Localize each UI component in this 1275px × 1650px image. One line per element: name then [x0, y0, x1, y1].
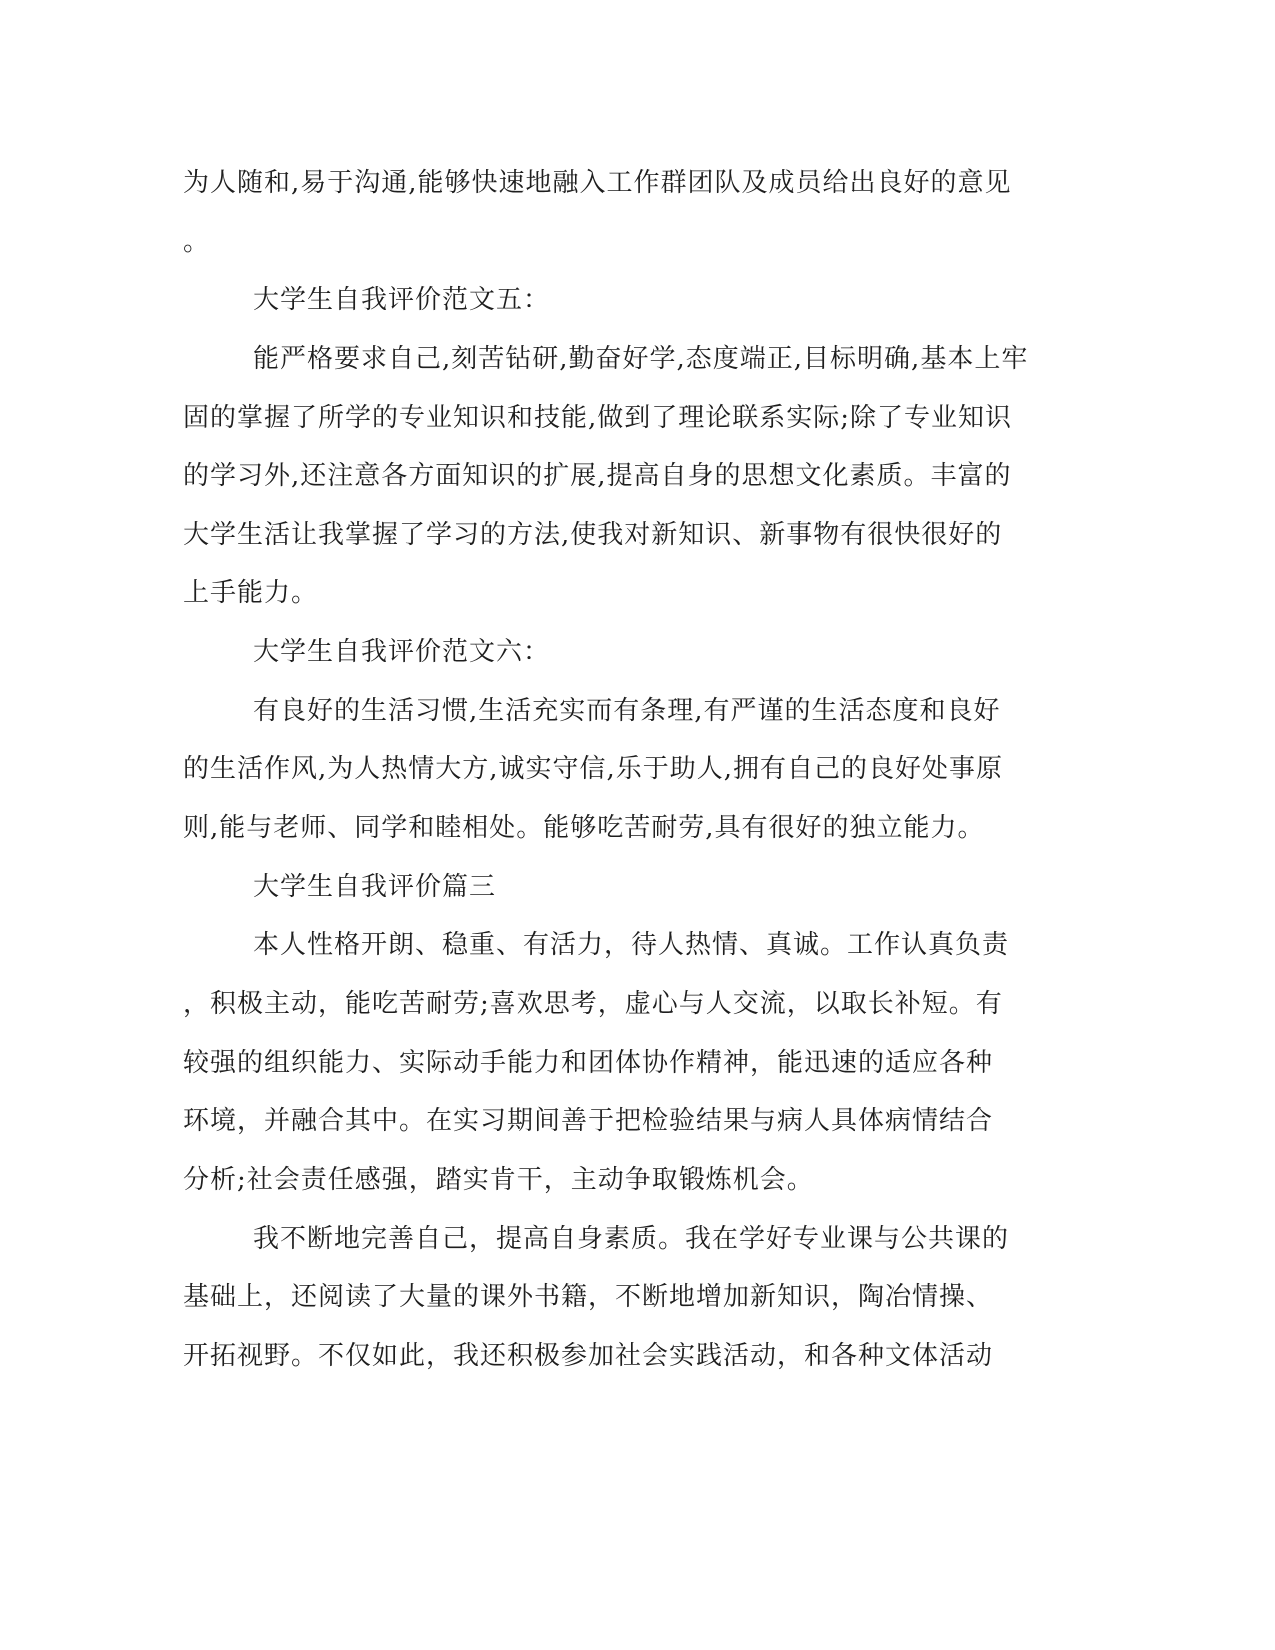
text-line: 则,能与老师、同学和睦相处。能够吃苦耐劳,具有很好的独立能力。	[183, 813, 985, 844]
text-line: 。	[183, 226, 211, 257]
text-line: 本人性格开朗、稳重、有活力，待人热情、真诚。工作认真负责	[253, 930, 1010, 961]
text-line: 较强的组织能力、实际动手能力和团体协作精神，能迅速的适应各种	[183, 1047, 994, 1078]
text-line: 的学习外,还注意各方面知识的扩展,提高自身的思想文化素质。丰富的	[183, 461, 1012, 492]
section-heading	[183, 858, 1043, 917]
text-line: 环境，并融合其中。在实习期间善于把检验结果与病人具体病情结合	[183, 1106, 994, 1137]
text-line: 开拓视野。不仅如此，我还积极参加社会实践活动，和各种文体活动	[183, 1340, 994, 1371]
text-line: 能严格要求自己,刻苦钻研,勤奋好学,态度端正,目标明确,基本上牢	[253, 343, 1029, 374]
text-line: 基础上，还阅读了大量的课外书籍，不断地增加新知识，陶冶情操、	[183, 1282, 994, 1313]
paragraph	[183, 330, 1043, 623]
paragraph	[183, 916, 1043, 1209]
heading-text: 大学生自我评价篇三	[253, 871, 497, 902]
paragraph-continued	[183, 154, 1043, 271]
heading-text: 大学生自我评价范文五：	[253, 285, 551, 316]
text-line: 上手能力。	[183, 578, 319, 609]
text-line: 固的掌握了所学的专业知识和技能,做到了理论联系实际;除了专业知识	[183, 402, 1013, 433]
text-line: 为人随和,易于沟通,能够快速地融入工作群团队及成员给出良好的意见	[183, 168, 1012, 198]
document-body	[183, 154, 1043, 1385]
section-heading	[183, 271, 1043, 330]
text-line: 的生活作风,为人热情大方,诚实守信,乐于助人,拥有自己的良好处事原	[183, 754, 1004, 785]
paragraph	[183, 682, 1043, 858]
heading-text: 大学生自我评价范文六：	[253, 637, 551, 668]
text-line: 大学生活让我掌握了学习的方法,使我对新知识、新事物有很快很好的	[183, 519, 1003, 550]
text-line: ，积极主动，能吃苦耐劳;喜欢思考，虚心与人交流，以取长补短。有	[183, 988, 1003, 1019]
text-line: 我不断地完善自己，提高自身素质。我在学好专业课与公共课的	[253, 1223, 1010, 1254]
text-line: 有良好的生活习惯,生活充实而有条理,有严谨的生活态度和良好	[253, 695, 1001, 726]
text-line: 分析;社会责任感强，踏实肯干，主动争取锻炼机会。	[183, 1164, 814, 1195]
section-heading	[183, 623, 1043, 682]
paragraph	[183, 1210, 1043, 1386]
